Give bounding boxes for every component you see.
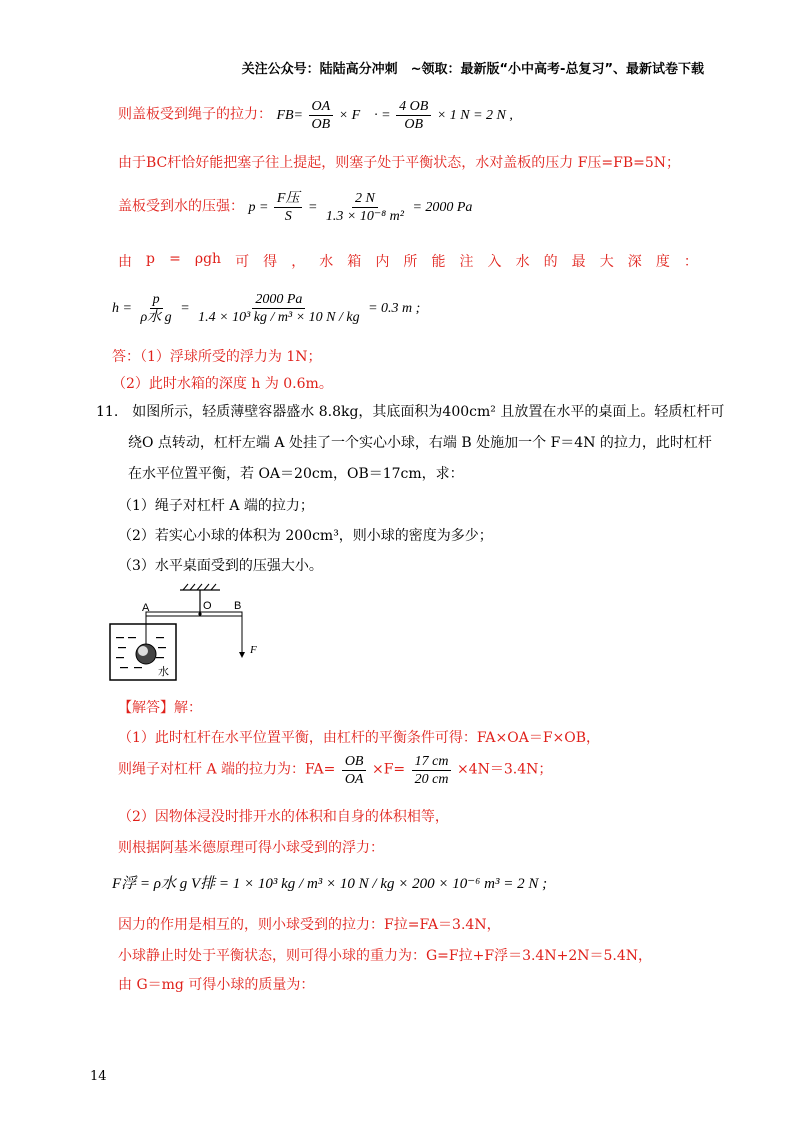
formula-depth: h = $\frac{p}{\text{ρ水 g}}$ = $\frac{2000 Pa}{\text{1.4 × 10³ kg / m³ × 10 N / kg}}$ = 0.3 m ; xyxy=(112,292,421,325)
question-line-2: 绕O 点转动，杠杆左端 A 处挂了一个实心小球，右端 B 处施加一个 F＝4N 的拉力，此时杠杆 xyxy=(128,435,712,451)
question-line-3: 在水平位置平衡，若 OA＝20cm，OB＝17cm，求： xyxy=(128,466,464,482)
solution-step-8: 由 G＝mg 可得小球的质量为： xyxy=(118,977,315,993)
label-F: F xyxy=(250,644,257,656)
spread-char: 度 xyxy=(655,254,670,270)
spread-char: 能 xyxy=(431,254,446,270)
label-A: A xyxy=(142,602,150,614)
solution-step-4: 则根据阿基米德原理可得小球受到的浮力： xyxy=(118,840,384,856)
spread-char: 水 xyxy=(319,254,334,270)
spread-char: 水 xyxy=(515,254,530,270)
spread-char: 注 xyxy=(459,254,474,270)
solution-step-7: 小球静止时处于平衡状态，则可得小球的重力为：G=F拉+F浮＝3.4N+2N＝5.4N， xyxy=(118,948,652,964)
page-header: 关注公众号：陆陆高分冲刺 ~领取：最新版“小中高考-总复习”、最新试卷下载 xyxy=(241,62,704,77)
spread-char: 箱 xyxy=(347,254,362,270)
label-O: O xyxy=(203,600,212,612)
buoyancy-formula: F浮 = ρ水 g V排 = 1 × 10³ kg / m³ × 10 N / kg × 200 × 10⁻⁶ m³ = 2 N ; xyxy=(112,876,548,892)
spread-char: 深 xyxy=(627,254,642,270)
spread-char: 可 xyxy=(235,254,250,270)
text-line: 由于BC杆恰好能把塞子往上提起，则塞子处于平衡状态，水对盖板的压力 F压=FB=5N； xyxy=(118,155,681,171)
spread-char: = xyxy=(169,251,181,267)
spread-line xyxy=(118,251,698,271)
spread-char: ， xyxy=(291,254,306,270)
label: 则盖板受到绳子的拉力： xyxy=(118,106,272,123)
spread-char: 大 xyxy=(599,254,614,270)
solution-step-2: 则绳子对杠杆 A 端的拉力为：FA= $\frac{OB}{OA}$ ×F= $\frac{17 cm}{20 cm}$ ×4N＝3.4N； xyxy=(118,754,553,787)
formula-rope-tension: 则盖板受到绳子的拉力： FB= $\frac{OA}{OB}$ × F · = $\frac{4 OB}{OB}$ × 1 N = 2 N , xyxy=(118,99,513,132)
label-water: 水 xyxy=(158,665,169,678)
answer-1: 答：（1）浮球所受的浮力为 1N； xyxy=(112,349,322,365)
spread-char: 内 xyxy=(375,254,390,270)
question-sub-1: （1）绳子对杠杆 A 端的拉力； xyxy=(118,498,314,514)
spread-char: ρgh xyxy=(194,251,222,267)
question-line-1: 11. 如图所示，轻质薄壁容器盛水 8.8kg，其底面积为400cm² 且放置在水平的桌面上。轻质杠杆可 xyxy=(96,404,725,420)
spread-char: p xyxy=(146,251,156,267)
solution-step-3: （2）因物体浸没时排开水的体积和自身的体积相等， xyxy=(118,809,449,825)
question-sub-2: （2）若实心小球的体积为 200cm³，则小球的密度为多少； xyxy=(118,528,493,544)
spread-char: 得 xyxy=(263,254,278,270)
solution-step-6: 因力的作用是相互的，则小球受到的拉力：F拉=FA＝3.4N， xyxy=(118,917,501,933)
lever-diagram xyxy=(108,582,268,682)
spread-char: ： xyxy=(683,254,698,270)
spread-char: 的 xyxy=(543,254,558,270)
spread-char: 所 xyxy=(403,254,418,270)
spread-char: 最 xyxy=(571,254,586,270)
spread-char: 入 xyxy=(487,254,502,270)
spread-char: 由 xyxy=(118,254,132,270)
formula-pressure: 盖板受到水的压强： p = $\frac{\text{F压}}{S}$ = $\frac{2 N}{\text{1.3 × 10⁻⁸ m²}}$ = 2000 Pa xyxy=(118,191,473,224)
solution-step-1: （1）此时杠杆在水平位置平衡，由杠杆的平衡条件可得：FA×OA＝F×OB， xyxy=(118,730,601,746)
label-B: B xyxy=(234,600,242,612)
page-number: 14 xyxy=(90,1069,107,1084)
answer-2: （2）此时水箱的深度 h 为 0.6m。 xyxy=(112,376,333,392)
solution-tag: 【解答】解： xyxy=(118,700,202,716)
question-sub-3: （3）水平桌面受到的压强大小。 xyxy=(118,558,323,574)
